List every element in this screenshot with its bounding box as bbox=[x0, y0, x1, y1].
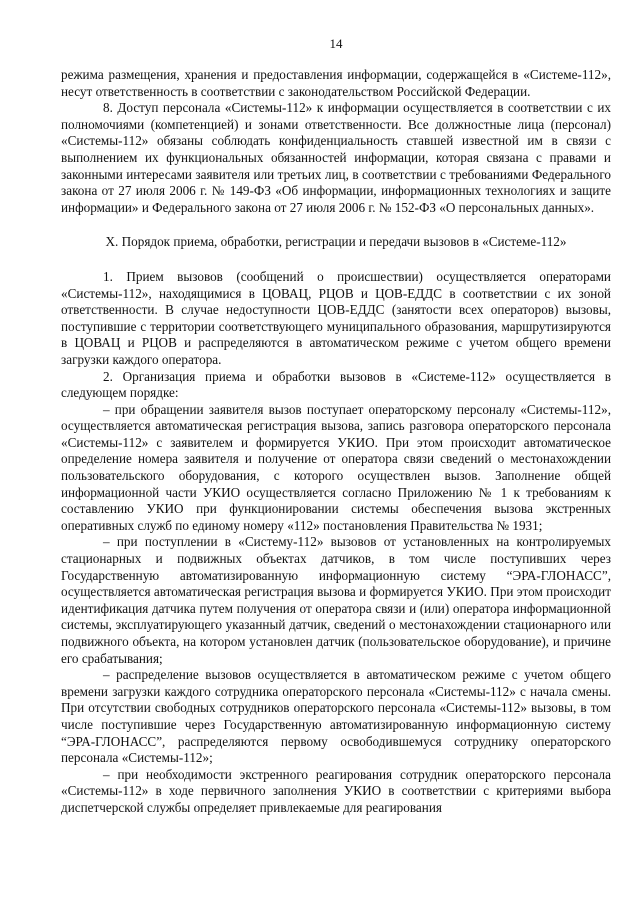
list-item-call-distribution: – распределение вызовов осуществляется в автоматическом режиме с учетом общего времени загрузки каждого сотрудника операторского персонала «Системы-112» с начала смены. При отсутствии свободных сотрудников операторского персонала «Системы-112» вызовы, в том числе поступившие через Государственную автоматизированную информационную систему “ЭРА-ГЛОНАСС”, распределяются первому освободившемуся сотруднику операторского персонала «Системы-112»; bbox=[61, 667, 611, 766]
paragraph-continuation: режима размещения, хранения и предоставления информации, содержащейся в «Системе-112», несут ответственность в соответствии с законодательством Российской Федерации. bbox=[61, 67, 611, 99]
document-page bbox=[61, 36, 611, 817]
page-number: 14 bbox=[329, 36, 343, 51]
list-item-emergency-response: – при необходимости экстренного реагирования сотрудник операторского персонала «Системы-112» в ходе первичного заполнения УКИО в соответствии с критериями выбора диспетчерской службы определяет привлекаемые для реагирования bbox=[61, 766, 611, 815]
paragraph-item-1: 1. Прием вызовов (сообщений о происшествии) осуществляется операторами «Системы-112», находящимися в ЦОВАЦ, РЦОВ и ЦОВ-ЕДДС в соответствии с их зоной ответственности. В случае недоступности ЦОВ-ЕДДС (занятости всех операторов) вызовы, поступившие с территории соответствующего муниципального образования, маршрутизируются в ЦОВАЦ и РЦОВ и распределяются в автоматическом режиме с учетом общего времени загрузки каждого оператора. bbox=[61, 268, 611, 367]
paragraph-item-2: 2. Организация приема и обработки вызовов в «Системе-112» осуществляется в следующем порядке: bbox=[61, 368, 611, 401]
section-title: X. Порядок приема, обработки, регистрации и передачи вызовов в «Системе-112» bbox=[105, 234, 567, 250]
list-item-call-reception: – при обращении заявителя вызов поступает операторскому персоналу «Системы-112», осуществляется автоматическая регистрация вызова, запись разговора операторского персонала «Системы-112» с заявителем и формируется УКИО. При этом происходит автоматическое определение номера заявителя и получение от оператора связи сведений о местонахождении пользовательского оборудования, с которого осуществлен вызов. Заполнение общей информационной части УКИО осуществляется согласно Приложению № 1 к требованиям к составлению УКИО при функционировании системы обеспечения вызова экстренных оперативных служб по единому номеру «112» постановления Правительства № 1931; bbox=[61, 401, 611, 533]
paragraph-item-8: 8. Доступ персонала «Системы-112» к информации осуществляется в соответствии с их полномочиями (компетенцией) и зонами ответственности. Все должностные лица (персонал) «Системы-112» обязаны соблюдать конфиденциальность ставшей известной им в связи с выполнением их функциональных обязанностей информации, которая связана с правами и законными интересами заявителя или третьих лиц, в соответствии с требованиями Федерального закона от 27 июля 2006 г. № 149-ФЗ «Об информации, информационных технологиях и защите информации» и Федерального закона от 27 июля 2006 г. № 152-ФЗ «О персональных данных». bbox=[61, 100, 611, 215]
list-item-sensor-calls: – при поступлении в «Систему-112» вызовов от установленных на контролируемых стационарных и подвижных объектах датчиков, в том числе поступивших через Государственную автоматизированную информационную систему “ЭРА-ГЛОНАСС”, осуществляется автоматическая регистрация вызова и формируется УКИО. При этом происходит идентификация датчика путем получения от оператора связи и (или) оператора информационной системы, эксплуатирующего указанный датчик, сведений о местонахождении стационарного или подвижного объекта, на котором установлен датчик (пользовательское оборудование), и причине его срабатывания; bbox=[61, 534, 611, 666]
